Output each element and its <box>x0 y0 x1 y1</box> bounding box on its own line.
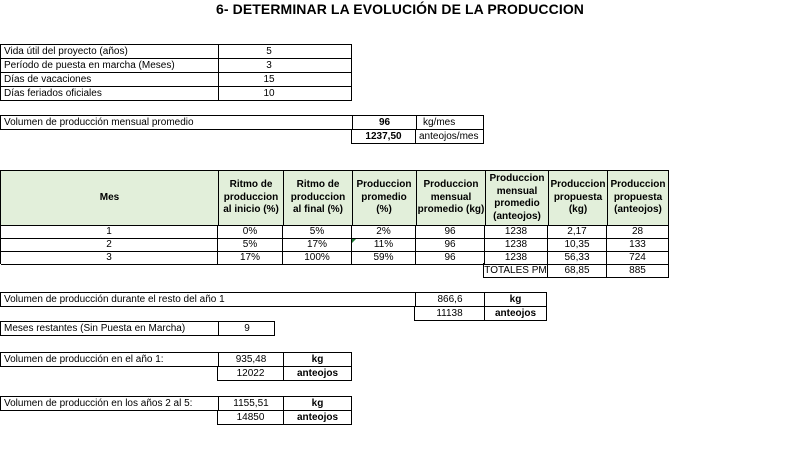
table-cell-mes[interactable]: 1 <box>106 226 112 237</box>
header-promedio: Produccion promedio (%) <box>356 179 412 216</box>
rest-year-units[interactable]: 11138 <box>436 308 463 319</box>
header-propuesta-anteojos: Produccion propuesta (anteojos) <box>610 179 666 216</box>
page-title: 6- DETERMINAR LA EVOLUCIÓN DE LA PRODUCCION <box>215 1 585 17</box>
table-cell-ritmo-final[interactable]: 17% <box>306 239 327 250</box>
table-cell-ritmo-final[interactable]: 100% <box>304 252 330 263</box>
remaining-months-label: Meses restantes (Sin Puesta en Marcha) <box>4 323 186 334</box>
rest-year-row <box>0 292 547 307</box>
header-mes: Mes <box>99 191 120 203</box>
years2-5-label: Volumen de producción en los años 2 al 5: <box>4 398 193 409</box>
param-value[interactable]: 3 <box>266 60 272 71</box>
monthly-volume-units[interactable]: 1237,50 <box>365 131 402 142</box>
year1-kg-unit: kg <box>311 354 324 365</box>
param-value[interactable]: 10 <box>263 88 275 99</box>
totals-kg[interactable]: 68,85 <box>564 265 590 276</box>
header-mensual-anteojos: Produccion mensual promedio (anteojos) <box>489 173 545 222</box>
year1-units-row <box>217 366 352 381</box>
years2-5-units[interactable]: 14850 <box>236 412 265 423</box>
monthly-volume-row <box>0 115 484 130</box>
table-cell-mes[interactable]: 2 <box>106 239 112 250</box>
param-label: Días feriados oficiales <box>4 88 102 99</box>
remaining-months-value[interactable]: 9 <box>244 323 250 334</box>
rest-year-label: Volumen de producción durante el resto del año 1 <box>4 294 225 305</box>
monthly-volume-units-row <box>351 129 484 144</box>
table-cell-ritmo-final[interactable]: 5% <box>309 226 325 237</box>
monthly-volume-kg[interactable]: 96 <box>378 117 391 128</box>
rest-year-kg[interactable]: 866,6 <box>437 294 463 305</box>
table-cell-mensual-anteojos[interactable]: 1238 <box>504 252 528 263</box>
param-value[interactable]: 15 <box>263 74 275 85</box>
header-propuesta-kg: Produccion propuesta (kg) <box>550 179 606 216</box>
table-cell-ritmo-inicio[interactable]: 0% <box>242 226 258 237</box>
table-cell-ritmo-inicio[interactable]: 5% <box>242 239 258 250</box>
table-cell-propuesta-kg[interactable]: 56,33 <box>564 252 590 263</box>
table-cell-mensual-kg[interactable]: 96 <box>444 226 456 237</box>
header-ritmo-final: Ritmo de produccion al final (%) <box>290 179 346 216</box>
totals-anteojos[interactable]: 885 <box>629 265 646 276</box>
param-label: Días de vacaciones <box>4 74 92 85</box>
table-cell-ritmo-inicio[interactable]: 17% <box>239 252 260 263</box>
monthly-volume-units-unit: anteojos/mes <box>419 131 479 142</box>
table-cell-mensual-anteojos[interactable]: 1238 <box>504 226 528 237</box>
production-table-header <box>0 170 669 226</box>
years2-5-row <box>0 396 352 411</box>
production-table-body <box>0 226 669 264</box>
param-label: Vida útil del proyecto (años) <box>4 46 128 57</box>
monthly-volume-kg-unit: kg/mes <box>423 117 456 128</box>
table-cell-propuesta-anteojos[interactable]: 28 <box>631 226 644 237</box>
year1-label: Volumen de producción en el año 1: <box>4 354 164 365</box>
rest-year-units-row <box>414 306 547 321</box>
header-ritmo-inicio: Ritmo de produccion al inicio (%) <box>223 179 279 216</box>
years2-5-units-unit: anteojos <box>296 412 339 423</box>
years2-5-kg-unit: kg <box>311 398 324 409</box>
table-cell-promedio[interactable]: 11% <box>373 239 394 250</box>
rest-year-units-unit: anteojos <box>494 308 537 319</box>
table-cell-propuesta-anteojos[interactable]: 133 <box>629 239 646 250</box>
totals-row <box>483 263 669 278</box>
table-cell-mensual-kg[interactable]: 96 <box>444 252 456 263</box>
table-cell-propuesta-anteojos[interactable]: 724 <box>629 252 646 263</box>
table-cell-mes[interactable]: 3 <box>106 252 112 263</box>
year1-kg[interactable]: 935,48 <box>235 354 267 365</box>
table-cell-mensual-kg[interactable]: 96 <box>444 239 456 250</box>
param-label: Período de puesta en marcha (Meses) <box>4 60 175 71</box>
year1-units[interactable]: 12022 <box>236 368 265 379</box>
totals-label: TOTALES PM <box>484 265 547 276</box>
header-mensual-kg: Produccion mensual promedio (kg) <box>417 179 485 216</box>
monthly-volume-label: Volumen de producción mensual promedio <box>4 117 194 128</box>
year1-units-unit: anteojos <box>296 368 339 379</box>
table-cell-promedio[interactable]: 59% <box>373 252 394 263</box>
years2-5-kg[interactable]: 1155,51 <box>233 398 269 409</box>
rest-year-kg-unit: kg <box>509 294 522 305</box>
years2-5-units-row <box>217 410 352 425</box>
remaining-months-row <box>0 321 275 336</box>
params-table <box>0 44 352 101</box>
table-cell-propuesta-kg[interactable]: 2,17 <box>567 226 587 237</box>
table-cell-mensual-anteojos[interactable]: 1238 <box>504 239 528 250</box>
table-cell-propuesta-kg[interactable]: 10,35 <box>564 239 590 250</box>
param-value[interactable]: 5 <box>266 46 272 57</box>
table-cell-promedio[interactable]: 2% <box>376 226 391 237</box>
year1-row <box>0 352 352 367</box>
